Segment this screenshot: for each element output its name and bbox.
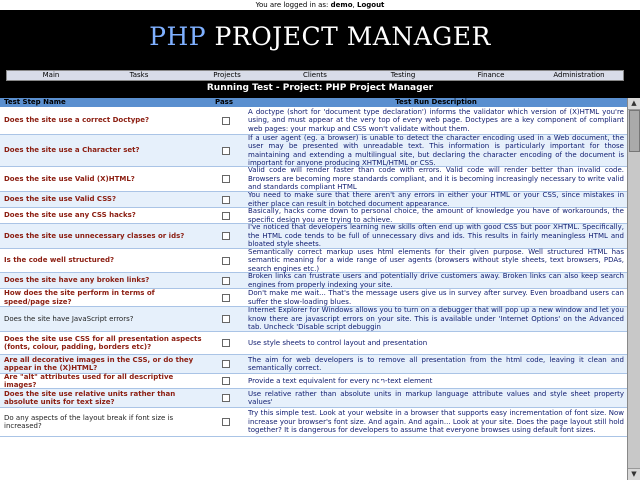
table-row xyxy=(0,289,628,307)
pass-checkbox[interactable] xyxy=(222,360,230,368)
step-name: Does the site use a Character set? xyxy=(4,146,140,155)
login-bar: You are logged in as: demo, Logout xyxy=(0,0,640,10)
pass-cell xyxy=(206,289,246,306)
step-name: Does the site have any broken links? xyxy=(4,276,150,285)
pass-cell xyxy=(206,408,246,436)
pass-checkbox[interactable] xyxy=(222,377,230,385)
pass-cell xyxy=(206,167,246,191)
test-run-panel xyxy=(0,98,628,480)
table-row xyxy=(0,107,628,135)
nav-item-testing[interactable]: Testing xyxy=(390,71,416,79)
table-row xyxy=(0,208,628,224)
step-name: Does the site use unnecessary classes or ids? xyxy=(4,231,185,240)
pass-checkbox[interactable] xyxy=(222,418,230,426)
step-name: Do any aspects of the layout break if font size is increased? xyxy=(4,413,174,430)
step-description: You need to make sure that there aren't any errors in either your HTML or your CSS, since mistakes in either place can result in botched document appearance. xyxy=(248,191,624,208)
step-description: The aim for web developers is to remove all presentation from the html code, leaving it clean and semantically correct. xyxy=(248,355,624,372)
pass-cell xyxy=(206,355,246,373)
app-title-rest: PROJECT MANAGER xyxy=(214,22,491,51)
table-row xyxy=(0,224,628,249)
step-name: Does the site use Valid CSS? xyxy=(4,195,117,204)
step-name: Does the site use CSS for all presentation aspects (fonts, colour, padding, borders etc)? xyxy=(4,334,202,351)
app-title-php: PHP xyxy=(149,22,207,51)
scroll-up-icon[interactable]: ▲ xyxy=(628,98,640,110)
table-row xyxy=(0,135,628,167)
nav-item-clients[interactable]: Clients xyxy=(303,71,327,79)
pass-checkbox[interactable] xyxy=(222,277,230,285)
table-row xyxy=(0,374,628,389)
step-name: Are all decorative images in the CSS, or do they appear in the (X)HTML? xyxy=(4,355,194,372)
username-link[interactable]: demo xyxy=(330,1,353,9)
table-row xyxy=(0,389,628,408)
pass-checkbox[interactable] xyxy=(222,117,230,125)
main-nav xyxy=(6,70,624,81)
pass-cell xyxy=(206,224,246,248)
table-row xyxy=(0,307,628,332)
pass-cell xyxy=(206,135,246,166)
pass-checkbox[interactable] xyxy=(222,394,230,402)
pass-cell xyxy=(206,374,246,388)
table-row xyxy=(0,167,628,192)
pass-cell xyxy=(206,332,246,354)
step-description: Basically, hacks come down to personal choice, the amount of knowledge you have of workarounds, the specific design you are trying to achieve. xyxy=(248,207,624,224)
step-name: Does the site use Valid (X)HTML? xyxy=(4,174,135,183)
scroll-thumb[interactable] xyxy=(629,110,640,152)
table-row xyxy=(0,408,628,437)
nav-item-finance[interactable]: Finance xyxy=(477,71,505,79)
pass-checkbox[interactable] xyxy=(222,196,230,204)
app-title xyxy=(0,22,640,51)
nav-item-projects[interactable]: Projects xyxy=(213,71,241,79)
pass-checkbox[interactable] xyxy=(222,147,230,155)
step-description: Don't make me wait... That's the message users give us in survey after survey. Even broadband users can suffer the slow-loading blues. xyxy=(248,289,624,306)
step-name: Does the site use relative units rather than absolute units for text size? xyxy=(4,389,176,406)
table-row xyxy=(0,192,628,208)
table-header xyxy=(0,98,628,107)
pass-cell xyxy=(206,389,246,407)
table-row xyxy=(0,355,628,374)
step-description: Use relative rather than absolute units in markup language attribute values and style sheet property values' xyxy=(248,389,624,406)
step-name: Is the code well structured? xyxy=(4,256,115,265)
step-description: Internet Explorer for Windows allows you to turn on a debugger that will pop up a new window and let you know there are javascript errors on your site. This is available under 'Internet Options' on the Advanced tab. Uncheck 'Disable script debuggin xyxy=(248,306,624,332)
step-name: How does the site perform in terms of speed/page size? xyxy=(4,289,155,306)
pass-checkbox[interactable] xyxy=(222,315,230,323)
pass-checkbox[interactable] xyxy=(222,257,230,265)
pass-cell xyxy=(206,249,246,272)
step-description: I've noticed that developers learning new skills often end up with good CSS but poor XHTML. Specifically, the HTML code tends to be full of unnecessary divs and ids. This results in fairly meaningless HTML and bloated style sheets. xyxy=(248,223,624,249)
step-name: Does the site use a correct Doctype? xyxy=(4,116,150,125)
nav-item-administration[interactable]: Administration xyxy=(553,71,605,79)
step-name: Does the site have JavaScript errors? xyxy=(4,314,134,323)
logout-link[interactable]: Logout xyxy=(356,1,385,9)
test-steps-table xyxy=(0,107,628,437)
header-desc: Test Run Description xyxy=(395,98,477,106)
step-description: A doctype (short for 'document type declaration') informs the validator which version of (X)HTML you're using, and must appear at the very top of every web page. Doctypes are a key component of compliant web pages: your markup and CSS won't validate without them. xyxy=(248,107,624,133)
step-description: Try this simple test. Look at your website in a browser that supports easy incrementation of font size. Now increase your browser's font size. And again. And again... Look at your site. Does the page layout still hold together? It is dangerous for developers to assume that everyone browses using default font sizes. xyxy=(248,409,624,435)
pass-cell xyxy=(206,307,246,331)
pass-checkbox[interactable] xyxy=(222,212,230,220)
scroll-down-icon[interactable]: ▼ xyxy=(628,468,640,480)
nav-item-main[interactable]: Main xyxy=(42,71,60,79)
table-row xyxy=(0,249,628,273)
pass-cell xyxy=(206,192,246,207)
table-row xyxy=(0,332,628,355)
pass-cell xyxy=(206,107,246,134)
pass-cell xyxy=(206,273,246,288)
header-step: Test Step Name xyxy=(4,98,66,106)
page-title: Running Test - Project: PHP Project Manager xyxy=(206,83,434,93)
vertical-scrollbar[interactable] xyxy=(627,98,640,480)
step-description: Use style sheets to control layout and presentation xyxy=(248,338,428,347)
pass-checkbox[interactable] xyxy=(222,294,230,302)
step-name: Does the site use any CSS hacks? xyxy=(4,211,136,220)
pass-checkbox[interactable] xyxy=(222,232,230,240)
pass-checkbox[interactable] xyxy=(222,339,230,347)
step-description: Provide a text equivalent for every non-text element xyxy=(248,376,433,385)
pass-checkbox[interactable] xyxy=(222,175,230,183)
step-description: If a user agent (eg. a browser) is unable to detect the character encoding used in a Web document, the user may be presented with unreadable text. This information is particularly important for those maintaining and extending a multilingual site, but declaring the character encoding of the document is important for anyone producing XHTML/HTML or CSS. xyxy=(248,133,624,167)
login-prefix: You are logged in as: xyxy=(255,1,329,9)
header-pass: Pass xyxy=(215,98,233,106)
step-description: Broken links can frustrate users and potentially drive customers away. Broken links can also keep search engines from properly indexing your site. xyxy=(248,272,624,289)
table-row xyxy=(0,273,628,289)
nav-item-tasks[interactable]: Tasks xyxy=(129,71,149,79)
step-description: Semantically correct markup uses html elements for their given purpose. Well structured HTML has semantic meaning for a wide range of user agents (browsers without style sheets, text browsers, PDAs, search engines etc.) xyxy=(248,247,624,273)
step-name: Are "alt" attributes used for all descriptive images? xyxy=(4,372,174,389)
step-description: Valid code will render faster than code with errors. Valid code will render better than invalid code. Browsers are becoming more standards compliant, and it is becoming increasingly necessary to write valid and standards compliant HTML xyxy=(248,166,624,192)
pass-cell xyxy=(206,208,246,223)
